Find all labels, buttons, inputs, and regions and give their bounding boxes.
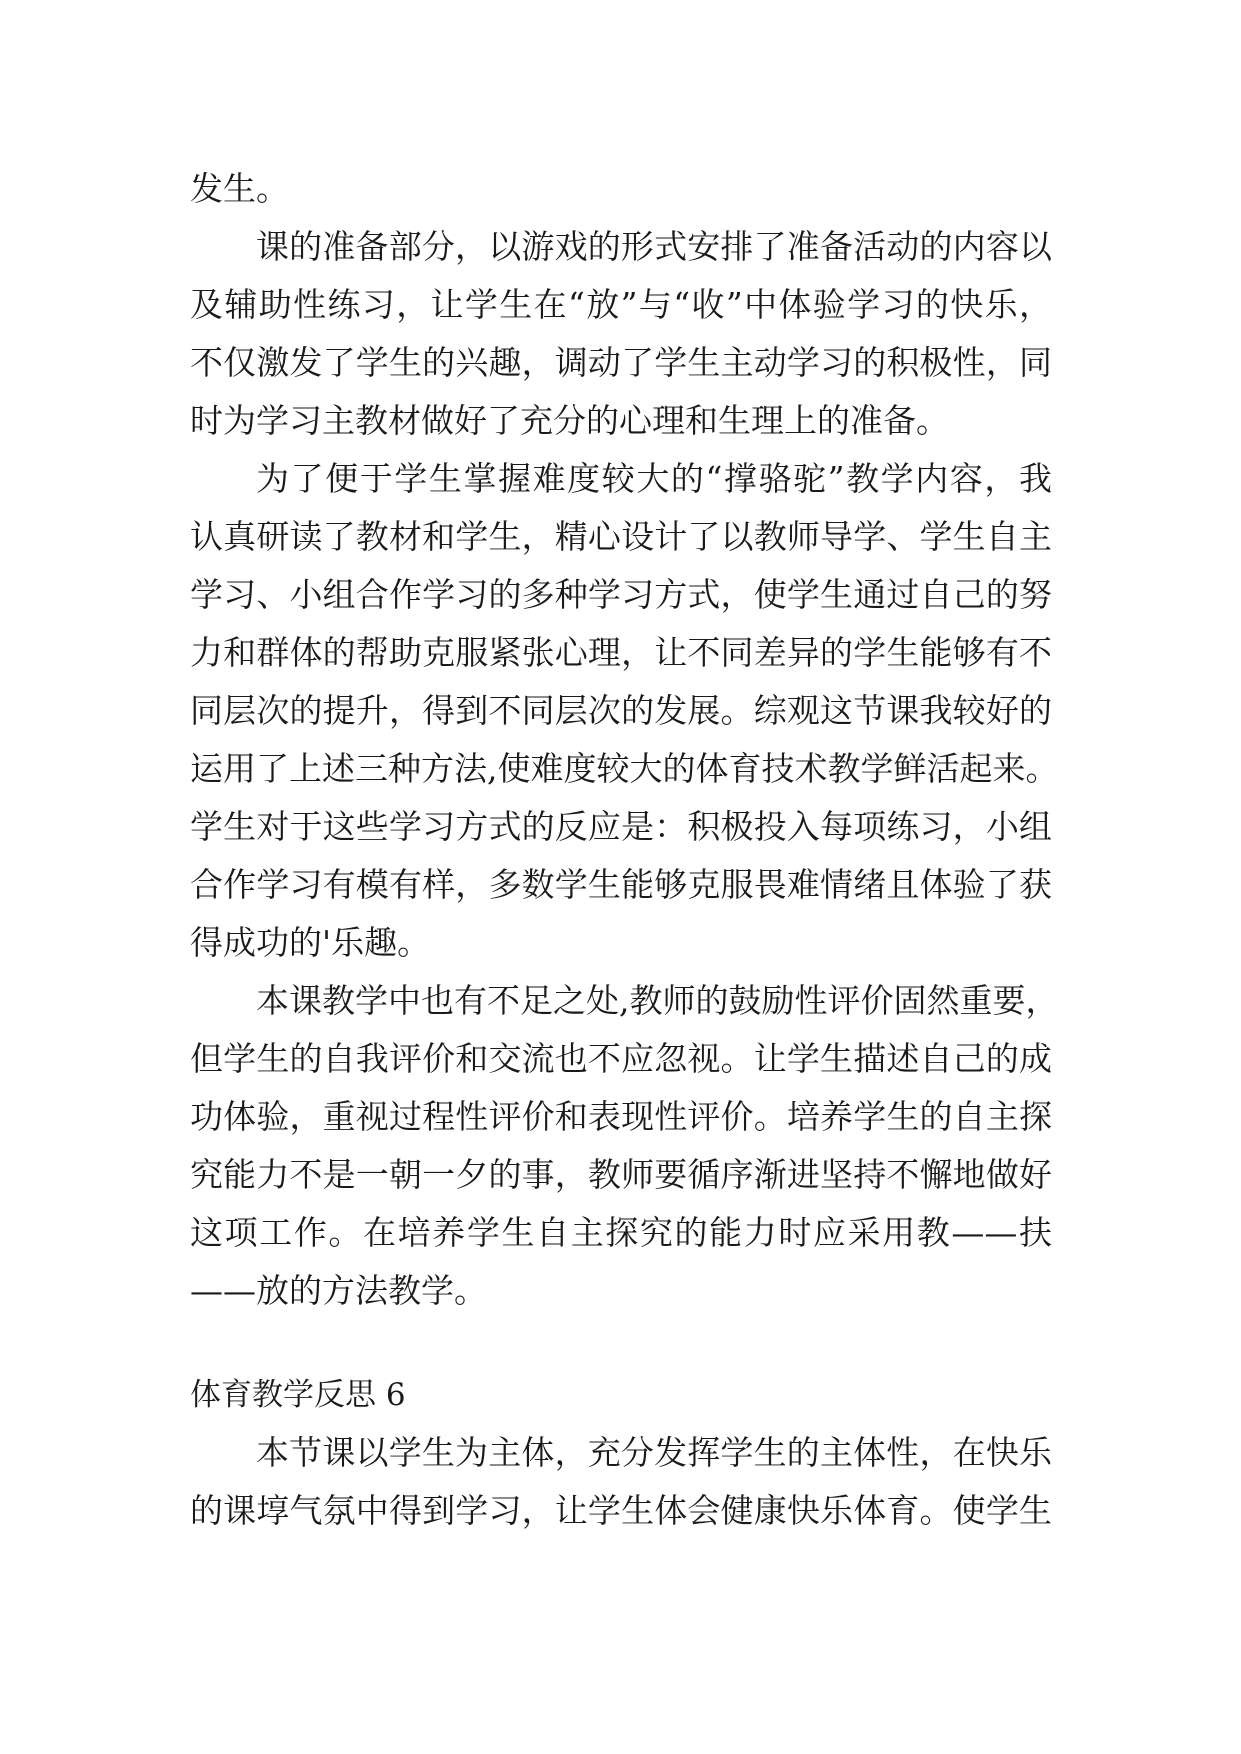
text-line: 功体验，重视过程性评价和表现性评价。培养学生的自主探 [190, 1097, 1052, 1136]
text-line: 认真研读了教材和学生，精心设计了以教师导学、学生自主 [190, 517, 1052, 556]
paragraph-methods [190, 450, 1059, 972]
text-line: 课的准备部分，以游戏的形式安排了准备活动的内容以 [256, 227, 1052, 266]
text-line: 但学生的自我评价和交流也不应忽视。让学生描述自己的成 [190, 1039, 1052, 1078]
text-line: 学习、小组合作学习的多种学习方式，使学生通过自己的努 [190, 575, 1052, 614]
text-line: 究能力不是一朝一夕的事，教师要循序渐进坚持不懈地做好 [190, 1155, 1052, 1194]
section-heading: 体育教学反思 6 [190, 1377, 406, 1413]
text-line: 本节课以学生为主体，充分发挥学生的主体性，在快乐 [256, 1433, 1052, 1472]
text-line: ——放的方法教学。 [190, 1271, 487, 1310]
document-page [190, 160, 1059, 1540]
text-line: 时为学习主教材做好了充分的心理和生理上的准备。 [190, 401, 949, 440]
text-line: 运用了上述三种方法,使难度较大的体育技术教学鲜活起来。 [190, 749, 1059, 788]
text-line: 这项工作。在培养学生自主探究的能力时应采用教——扶 [190, 1213, 1052, 1252]
text-line: 合作学习有模有样，多数学生能够克服畏难情绪且体验了获 [190, 865, 1052, 904]
text-line: 同层次的提升，得到不同层次的发展。综观这节课我较好的 [190, 691, 1052, 730]
text-line: 不仅激发了学生的兴趣，调动了学生主动学习的积极性，同 [190, 343, 1052, 382]
text-line: 本课教学中也有不足之处,教师的鼓励性评价固然重要， [256, 981, 1059, 1020]
text-line: 学生对于这些学习方式的反应是：积极投入每项练习，小组 [190, 807, 1052, 846]
paragraph-section6-intro [190, 1424, 1052, 1540]
text-line: 发生。 [190, 169, 289, 208]
text-line: 为了便于学生掌握难度较大的“撑骆驼”教学内容，我 [256, 459, 1052, 498]
paragraph-continuation [190, 160, 1052, 218]
text-line: 得成功的'乐趣。 [190, 923, 431, 962]
text-line: 力和群体的帮助克服紧张心理，让不同差异的学生能够有不 [190, 633, 1052, 672]
section-spacer [190, 1320, 1052, 1366]
text-line: 及辅助性练习，让学生在“放”与“收”中体验学习的快乐， [190, 285, 1052, 324]
text-line: 的课埻气氛中得到学习，让学生体会健康快乐体育。使学生 [190, 1491, 1052, 1530]
paragraph-warmup [190, 218, 1052, 450]
paragraph-shortcomings [190, 972, 1059, 1320]
